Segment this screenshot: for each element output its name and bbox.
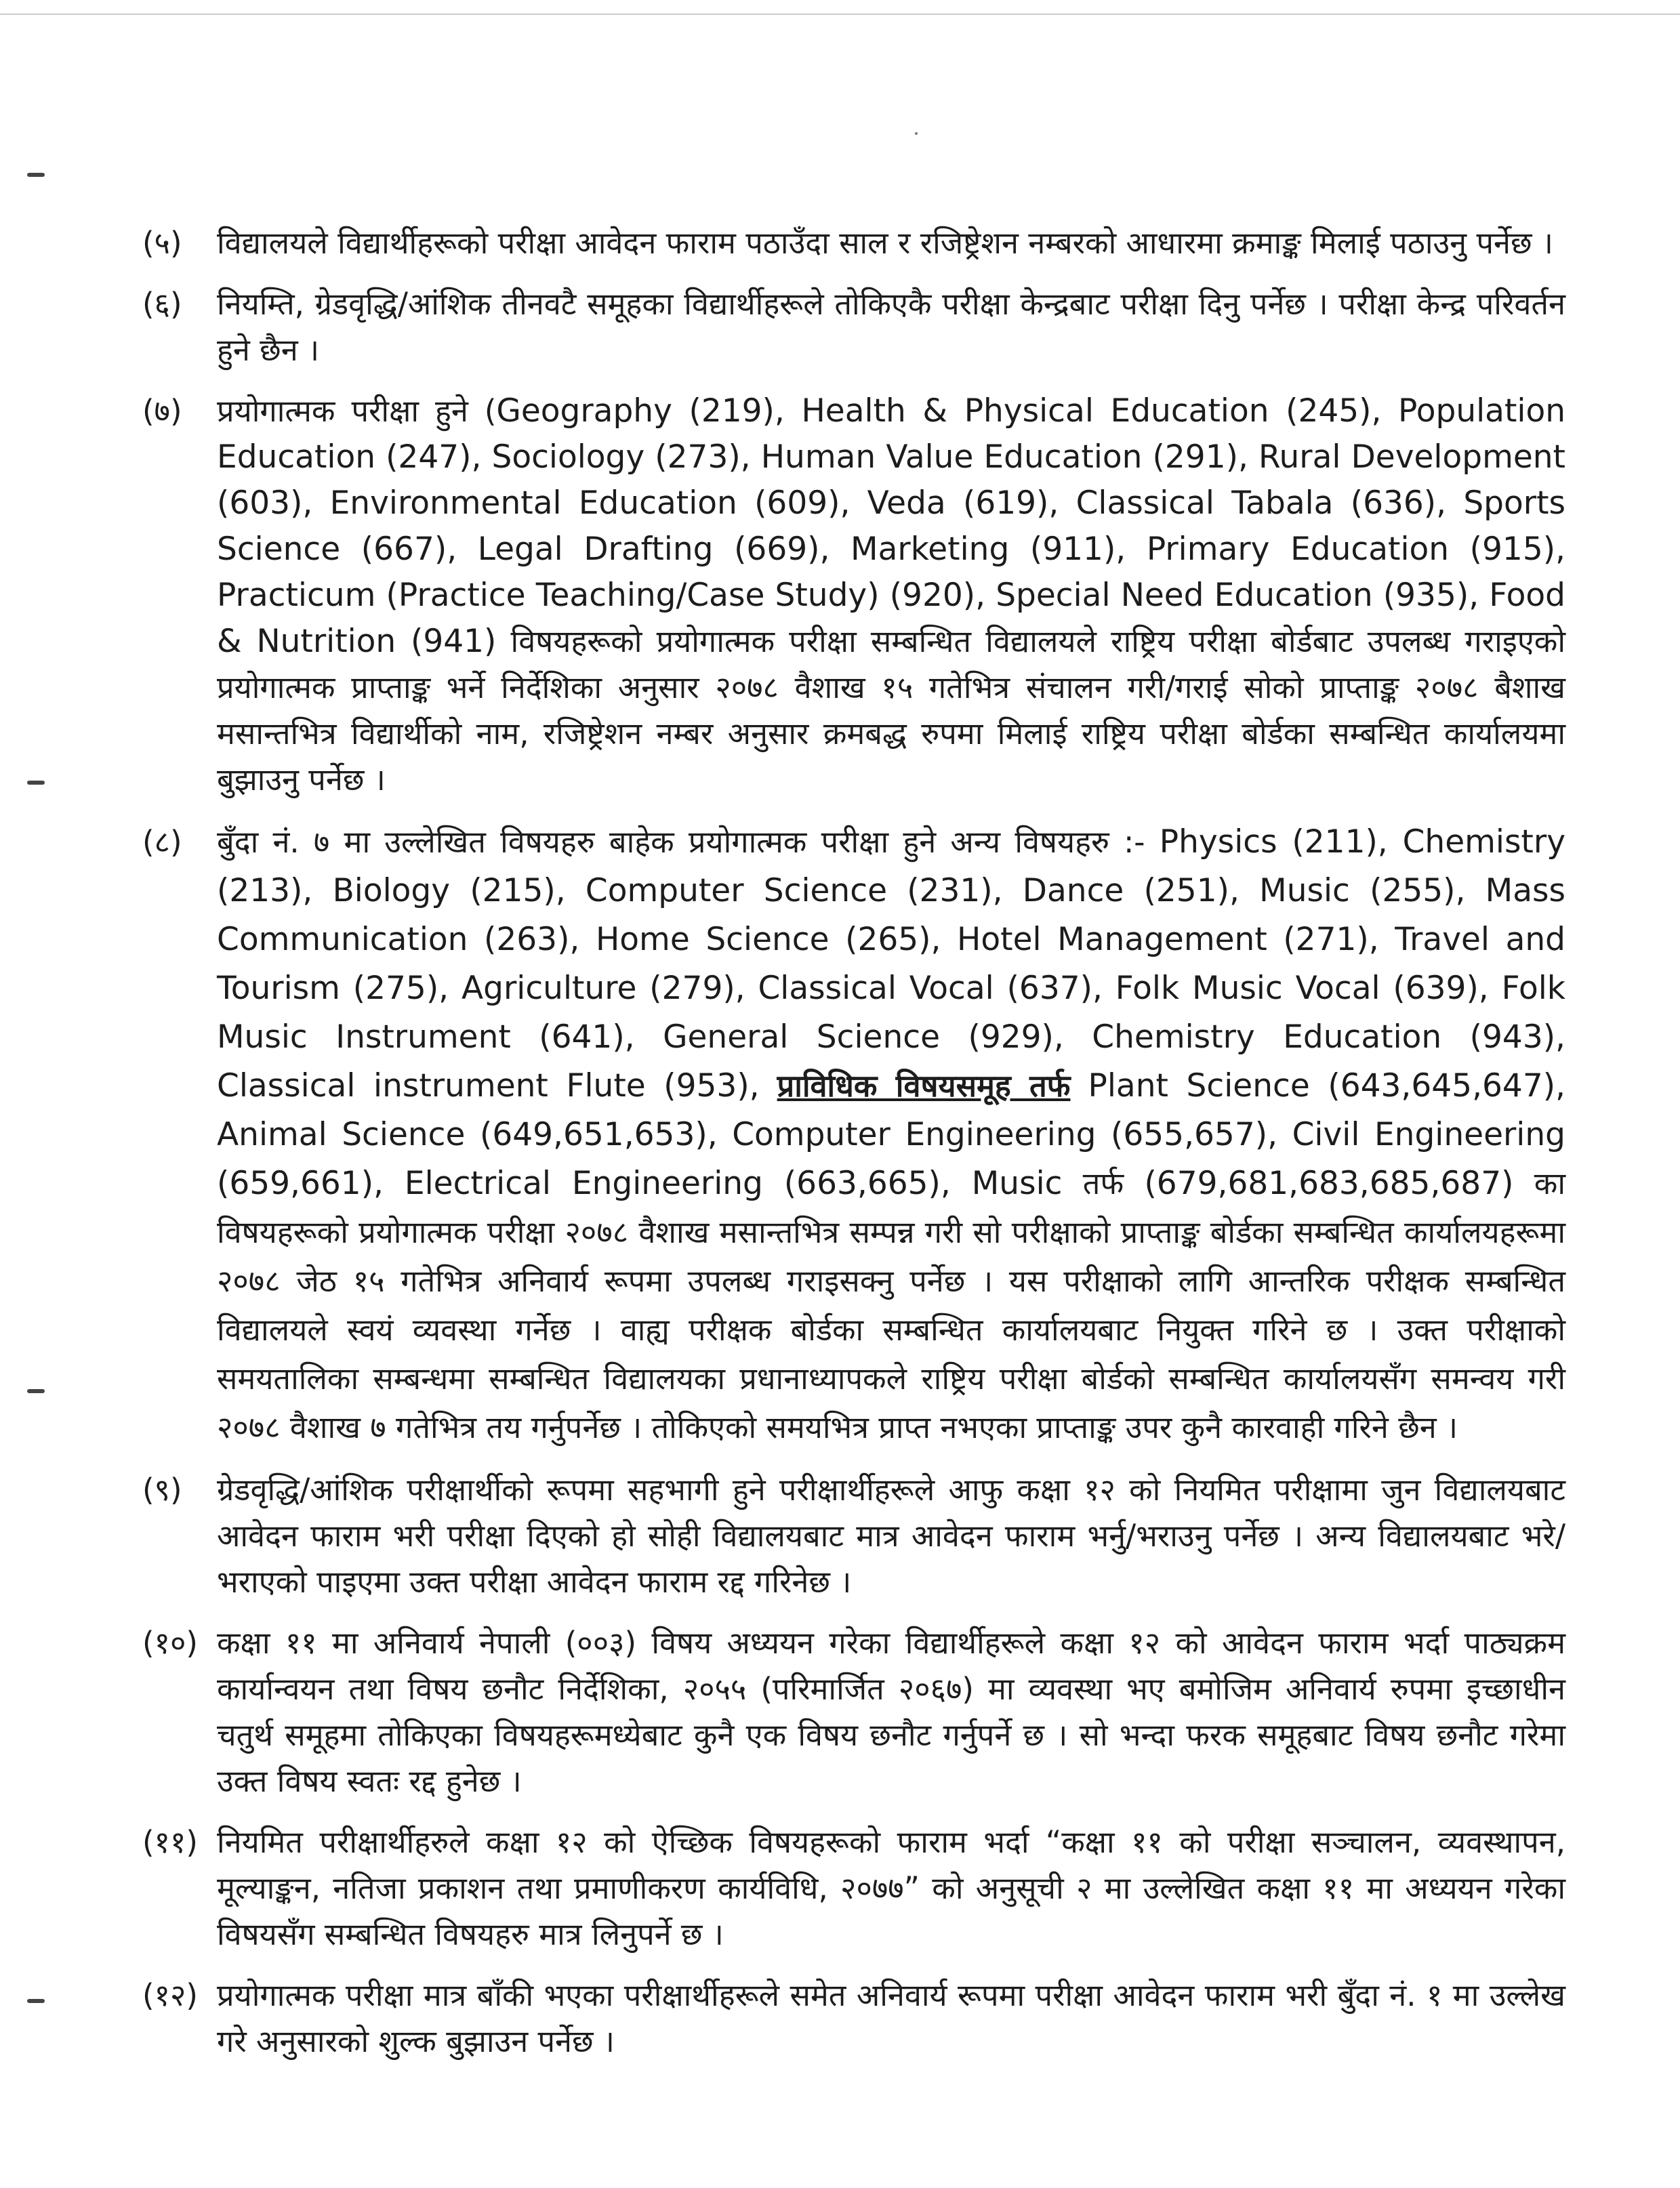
clause-text: नियम्ति, ग्रेडवृद्धि/आंशिक तीनवटै समूहका विद्यार्थीहरूले तोकिएकै परीक्षा केन्द्रबाट परीक्षा दिनु पर्नेछ । परीक्षा केन्द्र परिवर्तन हुने छैन ।: [217, 286, 1565, 368]
music-subject-codes: (679,681,683,685,687): [1144, 1165, 1514, 1202]
clause-number: (१०): [142, 1625, 198, 1661]
clause-text: विद्यालयले विद्यार्थीहरूको परीक्षा आवेदन फाराम पठाउँदा साल र रजिष्ट्रेशन नम्बरको आधारमा क्रमाङ्क मिलाई पठाउनु पर्नेछ ।: [217, 225, 1553, 261]
clause-11: [142, 1819, 1565, 1958]
clause-text: प्रयोगात्मक परीक्षा मात्र बाँकी भएका परीक्षार्थीहरूले समेत अनिवार्य रूपमा परीक्षा आवेदन फाराम भरी बुँदा नं. १ मा उल्लेख गरे अनुसारको शुल्क बुझाउन पर्नेछ ।: [217, 1977, 1565, 2059]
clause-text: का विषयहरूको प्रयोगात्मक परीक्षा २०७८ वैशाख मसान्तभित्र सम्पन्न गरी सो परीक्षाको प्राप्ताङ्क बोर्डका सम्बन्धित कार्यालयहरूमा २०७८ जेठ १५ गतेभित्र अनिवार्य रूपमा उपलब्ध गराइसक्नु पर्नेछ । यस परीक्षाको लागि आन्तरिक परीक्षक सम्बन्धित विद्यालयले स्वयं व्यवस्था गर्नेछ । वाह्य परीक्षक बोर्डका सम्बन्धित कार्यालयबाट नियुक्त गरिने छ । उक्त परीक्षाको समयतालिका सम्बन्धमा सम्बन्धित विद्यालयका प्रधानाध्यापकले राष्ट्रिय परीक्षा बोर्डको सम्बन्धित कार्यालयसँग समन्वय गरी २०७८ वैशाख ७ गतेभित्र तय गर्नुपर्नेछ । तोकिएको समयभित्र प्राप्त नभएका प्राप्ताङ्क उपर कुनै कारवाही गरिने छैन ।: [217, 1165, 1565, 1445]
clause-8: [142, 818, 1565, 1452]
clause-5: [142, 220, 1565, 266]
clause-10: [142, 1620, 1565, 1804]
clause-number: (११): [142, 1824, 198, 1860]
scan-punch-mark: [27, 1999, 45, 2003]
clause-number: (५): [142, 225, 182, 261]
other-practical-subject-list: Physics (211), Chemistry (213), Biology (215), Computer Science (231), Dance (251), Music (255), Mass Communication (263), Home Science (265), Hotel Management (271), Travel and Tourism (275), Agriculture (279), Classical Vocal (637), Folk Music Vocal (639), Folk Music Instrument (641), General Science (929), Chemistry Education (943), Classical instrument Flute (953),: [217, 823, 1566, 1105]
music-side-label: तर्फ: [1082, 1165, 1124, 1201]
clause-text: ग्रेडवृद्धि/आंशिक परीक्षार्थीको रूपमा सहभागी हुने परीक्षार्थीहरूले आफु कक्षा १२ को नियमित परीक्षामा जुन विद्यालयबाट आवेदन फाराम भरी परीक्षा दिएको हो सोही विद्यालयबाट मात्र आवेदन फाराम भर्नु/भराउनु पर्नेछ । अन्य विद्यालयबाट भरे/भराएको पाइएमा उक्त परीक्षा आवेदन फाराम रद्द गरिनेछ ।: [217, 1472, 1565, 1600]
clause-text: विषयहरूको प्रयोगात्मक परीक्षा सम्बन्धित विद्यालयले राष्ट्रिय परीक्षा बोर्डबाट उपलब्ध गराइएको प्रयोगात्मक प्राप्ताङ्क भर्ने निर्देशिका अनुसार २०७८ वैशाख १५ गतेभित्र संचालन गरी/गराई सोको प्राप्ताङ्क २०७८ बैशाख मसान्तभित्र विद्यार्थीको नाम, रजिष्ट्रेशन नम्बर अनुसार क्रमबद्ध रुपमा मिलाई राष्ट्रिय परीक्षा बोर्डका सम्बन्धित कार्यालयमा बुझाउनु पर्नेछ ।: [217, 623, 1566, 798]
clause-number: (९): [142, 1472, 182, 1508]
clause-intro: बुँदा नं. ७ मा उल्लेखित विषयहरु बाहेक प्रयोगात्मक परीक्षा हुने अन्य विषयहरु :-: [217, 824, 1160, 860]
clause-intro: प्रयोगात्मक परीक्षा हुने (: [217, 393, 497, 429]
clause-12: [142, 1973, 1565, 2065]
clause-text: कक्षा ११ मा अनिवार्य नेपाली (००३) विषय अध्ययन गरेका विद्यार्थीहरूले कक्षा १२ को आवेदन फाराम भर्दा पाठ्यक्रम कार्यान्वयन तथा विषय छनौट निर्देशिका, २०५५ (परिमार्जित २०६७) मा व्यवस्था भए बमोजिम अनिवार्य रुपमा इच्छाधीन चतुर्थ समूहमा तोकिएका विषयहरूमध्येबाट कुनै एक विषय छनौट गर्नुपर्ने छ । सो भन्दा फरक समूहबाट विषय छनौट गरेमा उक्त विषय स्वतः रद्द हुनेछ ।: [217, 1625, 1565, 1799]
technical-subject-list: Plant Science (643,645,647), Animal Science (649,651,653), Computer Engineering (655,657), Civil Engineering (659,661), Electrical Engineering (663,665), Music: [217, 1067, 1565, 1202]
technical-group-heading: प्राविधिक विषयसमूह तर्फ: [777, 1068, 1071, 1104]
scan-punch-mark: [27, 781, 45, 785]
clause-text: नियमित परीक्षार्थीहरुले कक्षा १२ को ऐच्छिक विषयहरूको फाराम भर्दा “कक्षा ११ को परीक्षा सञ्चालन, व्यवस्थापन, मूल्याङ्कन, नतिजा प्रकाशन तथा प्रमाणीकरण कार्यविधि, २०७७” को अनुसूची २ मा उल्लेखित कक्षा ११ मा अध्ययन गरेका विषयसँग सम्बन्धित विषयहरु मात्र लिनुपर्ने छ ।: [217, 1824, 1565, 1952]
clause-number: (६): [142, 286, 182, 322]
clause-number: (७): [142, 393, 182, 429]
scan-speck: [915, 132, 918, 135]
document-body: [142, 220, 1565, 2080]
scan-top-edge: [0, 14, 1680, 15]
clause-number: (८): [142, 824, 182, 860]
clause-6: [142, 281, 1565, 373]
scan-punch-mark: [27, 173, 45, 177]
clause-9: [142, 1467, 1565, 1605]
clause-number: (१२): [142, 1977, 198, 2013]
clause-7: [142, 388, 1565, 803]
practical-subject-list: Geography (219), Health & Physical Education (245), Population Education (247), Sociology (273), Human Value Education (291), Rural Development (603), Environmental Education (609), Veda (619), Classical Tabala (636), Sports Science (667), Legal Drafting (669), Marketing (911), Primary Education (915), Practicum (Practice Teaching/Case Study) (920), Special Need Education (935), Food & Nutrition (941): [217, 392, 1565, 660]
scan-punch-mark: [27, 1389, 45, 1393]
